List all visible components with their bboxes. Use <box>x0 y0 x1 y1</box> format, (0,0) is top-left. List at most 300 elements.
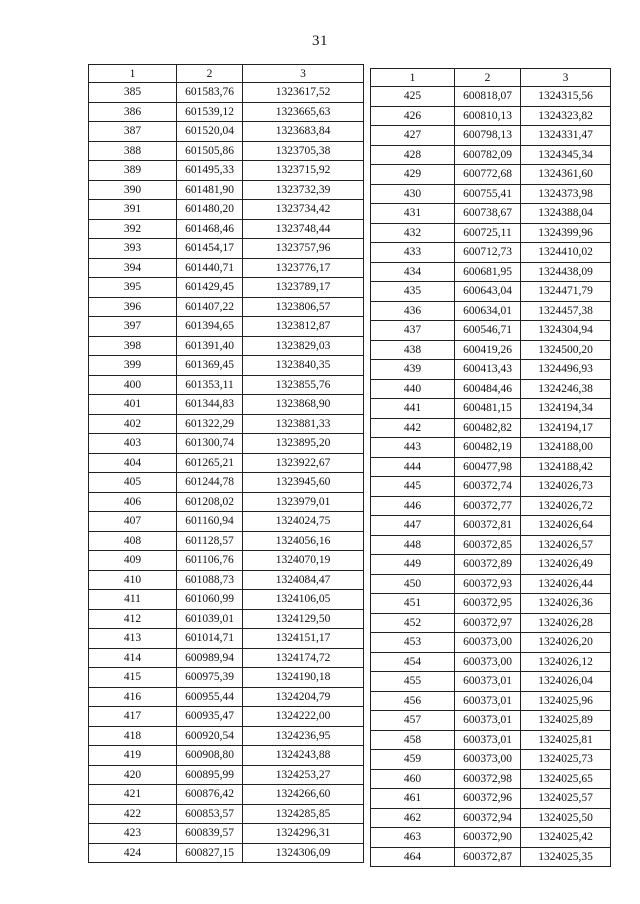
point-number-cell: 391 <box>89 200 177 220</box>
y-coordinate-cell: 1323812,87 <box>243 317 364 337</box>
point-number-cell: 458 <box>371 730 455 750</box>
x-coordinate-cell: 601014,71 <box>177 629 243 649</box>
point-number-cell: 430 <box>371 184 455 204</box>
point-number-cell: 402 <box>89 414 177 434</box>
table-row <box>371 184 611 204</box>
point-number-cell: 435 <box>371 282 455 302</box>
x-coordinate-cell: 600681,95 <box>455 262 521 282</box>
table-row <box>371 769 611 789</box>
y-coordinate-cell: 1324026,73 <box>521 477 611 497</box>
point-number-cell: 416 <box>89 687 177 707</box>
y-coordinate-cell: 1324266,60 <box>243 785 364 805</box>
x-coordinate-cell: 600643,04 <box>455 282 521 302</box>
coordinates-table-right <box>370 68 611 867</box>
y-coordinate-cell: 1323617,52 <box>243 83 364 103</box>
y-coordinate-cell: 1324296,31 <box>243 824 364 844</box>
table-row <box>371 594 611 614</box>
y-coordinate-cell: 1323789,17 <box>243 278 364 298</box>
table-row <box>89 219 364 239</box>
point-number-cell: 406 <box>89 492 177 512</box>
table-row <box>89 492 364 512</box>
y-coordinate-cell: 1324024,75 <box>243 512 364 532</box>
point-number-cell: 453 <box>371 633 455 653</box>
table-row <box>371 652 611 672</box>
point-number-cell: 418 <box>89 726 177 746</box>
table-row <box>89 570 364 590</box>
y-coordinate-cell: 1324438,09 <box>521 262 611 282</box>
y-coordinate-cell: 1324025,50 <box>521 808 611 828</box>
y-coordinate-cell: 1324188,42 <box>521 457 611 477</box>
point-number-cell: 405 <box>89 473 177 493</box>
point-number-cell: 461 <box>371 789 455 809</box>
point-number-cell: 455 <box>371 672 455 692</box>
x-coordinate-cell: 600372,85 <box>455 535 521 555</box>
table-row <box>371 126 611 146</box>
x-coordinate-cell: 600372,98 <box>455 769 521 789</box>
point-number-cell: 390 <box>89 180 177 200</box>
point-number-cell: 403 <box>89 434 177 454</box>
table-row <box>371 730 611 750</box>
y-coordinate-cell: 1323776,17 <box>243 258 364 278</box>
table-row <box>371 535 611 555</box>
table-row <box>371 87 611 107</box>
x-coordinate-cell: 600853,57 <box>177 804 243 824</box>
column-header-number: 1 <box>89 65 177 83</box>
table-row <box>371 301 611 321</box>
y-coordinate-cell: 1323748,44 <box>243 219 364 239</box>
x-coordinate-cell: 600372,89 <box>455 555 521 575</box>
table-row <box>371 223 611 243</box>
x-coordinate-cell: 601539,12 <box>177 102 243 122</box>
y-coordinate-cell: 1324025,89 <box>521 711 611 731</box>
table-row <box>371 516 611 536</box>
table-row <box>89 726 364 746</box>
x-coordinate-cell: 600482,82 <box>455 418 521 438</box>
x-coordinate-cell: 600634,01 <box>455 301 521 321</box>
x-coordinate-cell: 601429,45 <box>177 278 243 298</box>
table-row <box>371 165 611 185</box>
y-coordinate-cell: 1324243,88 <box>243 746 364 766</box>
y-coordinate-cell: 1324025,65 <box>521 769 611 789</box>
x-coordinate-cell: 600725,11 <box>455 223 521 243</box>
table-row <box>89 765 364 785</box>
x-coordinate-cell: 600373,01 <box>455 672 521 692</box>
x-coordinate-cell: 600738,67 <box>455 204 521 224</box>
x-coordinate-cell: 600372,97 <box>455 613 521 633</box>
point-number-cell: 456 <box>371 691 455 711</box>
point-number-cell: 385 <box>89 83 177 103</box>
point-number-cell: 394 <box>89 258 177 278</box>
point-number-cell: 428 <box>371 145 455 165</box>
point-number-cell: 421 <box>89 785 177 805</box>
x-coordinate-cell: 601454,17 <box>177 239 243 259</box>
x-coordinate-cell: 601391,40 <box>177 336 243 356</box>
x-coordinate-cell: 600546,71 <box>455 321 521 341</box>
x-coordinate-cell: 600920,54 <box>177 726 243 746</box>
y-coordinate-cell: 1324106,05 <box>243 590 364 610</box>
y-coordinate-cell: 1324253,27 <box>243 765 364 785</box>
x-coordinate-cell: 600712,73 <box>455 243 521 263</box>
y-coordinate-cell: 1324361,60 <box>521 165 611 185</box>
y-coordinate-cell: 1324457,38 <box>521 301 611 321</box>
y-coordinate-cell: 1324026,20 <box>521 633 611 653</box>
y-coordinate-cell: 1324025,96 <box>521 691 611 711</box>
y-coordinate-cell: 1324410,02 <box>521 243 611 263</box>
point-number-cell: 415 <box>89 668 177 688</box>
x-coordinate-cell: 600373,00 <box>455 750 521 770</box>
table-row <box>371 360 611 380</box>
x-coordinate-cell: 601440,71 <box>177 258 243 278</box>
x-coordinate-cell: 600876,42 <box>177 785 243 805</box>
y-coordinate-cell: 1324129,50 <box>243 609 364 629</box>
x-coordinate-cell: 601060,99 <box>177 590 243 610</box>
x-coordinate-cell: 601265,21 <box>177 453 243 473</box>
point-number-cell: 386 <box>89 102 177 122</box>
y-coordinate-cell: 1324026,57 <box>521 535 611 555</box>
y-coordinate-cell: 1323705,38 <box>243 141 364 161</box>
point-number-cell: 392 <box>89 219 177 239</box>
table-row <box>89 336 364 356</box>
y-coordinate-cell: 1323979,01 <box>243 492 364 512</box>
x-coordinate-cell: 600372,93 <box>455 574 521 594</box>
y-coordinate-cell: 1324026,04 <box>521 672 611 692</box>
y-coordinate-cell: 1324306,09 <box>243 843 364 863</box>
point-number-cell: 459 <box>371 750 455 770</box>
y-coordinate-cell: 1323855,76 <box>243 375 364 395</box>
point-number-cell: 454 <box>371 652 455 672</box>
point-number-cell: 387 <box>89 122 177 142</box>
y-coordinate-cell: 1324026,64 <box>521 516 611 536</box>
table-row <box>89 843 364 863</box>
x-coordinate-cell: 600955,44 <box>177 687 243 707</box>
y-coordinate-cell: 1324194,17 <box>521 418 611 438</box>
y-coordinate-cell: 1324236,95 <box>243 726 364 746</box>
y-coordinate-cell: 1324174,72 <box>243 648 364 668</box>
column-header-number: 1 <box>371 69 455 87</box>
y-coordinate-cell: 1324025,73 <box>521 750 611 770</box>
y-coordinate-cell: 1323665,63 <box>243 102 364 122</box>
point-number-cell: 462 <box>371 808 455 828</box>
point-number-cell: 452 <box>371 613 455 633</box>
point-number-cell: 411 <box>89 590 177 610</box>
x-coordinate-cell: 601394,65 <box>177 317 243 337</box>
x-coordinate-cell: 600373,01 <box>455 711 521 731</box>
point-number-cell: 431 <box>371 204 455 224</box>
y-coordinate-cell: 1323945,60 <box>243 473 364 493</box>
point-number-cell: 413 <box>89 629 177 649</box>
y-coordinate-cell: 1323922,67 <box>243 453 364 473</box>
y-coordinate-cell: 1323829,03 <box>243 336 364 356</box>
point-number-cell: 438 <box>371 340 455 360</box>
point-number-cell: 448 <box>371 535 455 555</box>
point-number-cell: 443 <box>371 438 455 458</box>
y-coordinate-cell: 1324388,04 <box>521 204 611 224</box>
point-number-cell: 432 <box>371 223 455 243</box>
coordinates-table-left <box>88 64 364 863</box>
table-row <box>371 750 611 770</box>
x-coordinate-cell: 601407,22 <box>177 297 243 317</box>
y-coordinate-cell: 1324345,34 <box>521 145 611 165</box>
table-row <box>89 785 364 805</box>
x-coordinate-cell: 600484,46 <box>455 379 521 399</box>
y-coordinate-cell: 1324194,34 <box>521 399 611 419</box>
point-number-cell: 399 <box>89 356 177 376</box>
y-coordinate-cell: 1323732,39 <box>243 180 364 200</box>
point-number-cell: 429 <box>371 165 455 185</box>
table-row <box>89 258 364 278</box>
point-number-cell: 445 <box>371 477 455 497</box>
table-row <box>89 648 364 668</box>
y-coordinate-cell: 1324373,98 <box>521 184 611 204</box>
table-row <box>89 317 364 337</box>
table-row <box>371 379 611 399</box>
x-coordinate-cell: 601505,86 <box>177 141 243 161</box>
table-row <box>89 473 364 493</box>
x-coordinate-cell: 600372,81 <box>455 516 521 536</box>
y-coordinate-cell: 1324025,81 <box>521 730 611 750</box>
x-coordinate-cell: 601520,04 <box>177 122 243 142</box>
y-coordinate-cell: 1324496,93 <box>521 360 611 380</box>
y-coordinate-cell: 1324315,56 <box>521 87 611 107</box>
y-coordinate-cell: 1324026,72 <box>521 496 611 516</box>
table-row <box>371 438 611 458</box>
y-coordinate-cell: 1324246,38 <box>521 379 611 399</box>
table-row <box>371 555 611 575</box>
table-row <box>371 808 611 828</box>
y-coordinate-cell: 1324025,35 <box>521 847 611 867</box>
table-row <box>89 629 364 649</box>
table-row <box>89 531 364 551</box>
table-row <box>89 161 364 181</box>
x-coordinate-cell: 600413,43 <box>455 360 521 380</box>
point-number-cell: 388 <box>89 141 177 161</box>
x-coordinate-cell: 601160,94 <box>177 512 243 532</box>
x-coordinate-cell: 601208,02 <box>177 492 243 512</box>
table-row <box>371 321 611 341</box>
x-coordinate-cell: 600895,99 <box>177 765 243 785</box>
x-coordinate-cell: 600818,07 <box>455 87 521 107</box>
point-number-cell: 427 <box>371 126 455 146</box>
x-coordinate-cell: 600372,74 <box>455 477 521 497</box>
point-number-cell: 389 <box>89 161 177 181</box>
point-number-cell: 425 <box>371 87 455 107</box>
y-coordinate-cell: 1324331,47 <box>521 126 611 146</box>
x-coordinate-cell: 601583,76 <box>177 83 243 103</box>
x-coordinate-cell: 600372,77 <box>455 496 521 516</box>
table-row <box>371 633 611 653</box>
table-row <box>371 691 611 711</box>
point-number-cell: 450 <box>371 574 455 594</box>
x-coordinate-cell: 600373,00 <box>455 633 521 653</box>
x-coordinate-cell: 600772,68 <box>455 165 521 185</box>
y-coordinate-cell: 1324471,79 <box>521 282 611 302</box>
y-coordinate-cell: 1323683,84 <box>243 122 364 142</box>
table-row <box>371 399 611 419</box>
point-number-cell: 423 <box>89 824 177 844</box>
table-row <box>371 340 611 360</box>
table-row <box>89 200 364 220</box>
x-coordinate-cell: 600839,57 <box>177 824 243 844</box>
x-coordinate-cell: 601088,73 <box>177 570 243 590</box>
y-coordinate-cell: 1323881,33 <box>243 414 364 434</box>
table-row <box>371 574 611 594</box>
point-number-cell: 419 <box>89 746 177 766</box>
point-number-cell: 404 <box>89 453 177 473</box>
point-number-cell: 446 <box>371 496 455 516</box>
point-number-cell: 463 <box>371 828 455 848</box>
y-coordinate-cell: 1323715,92 <box>243 161 364 181</box>
y-coordinate-cell: 1324026,44 <box>521 574 611 594</box>
x-coordinate-cell: 600810,13 <box>455 106 521 126</box>
point-number-cell: 417 <box>89 707 177 727</box>
point-number-cell: 407 <box>89 512 177 532</box>
table-row <box>89 453 364 473</box>
table-row <box>371 672 611 692</box>
table-row <box>89 239 364 259</box>
table-row <box>371 789 611 809</box>
table-row <box>371 711 611 731</box>
table-row <box>89 141 364 161</box>
table-row <box>371 418 611 438</box>
y-coordinate-cell: 1323868,90 <box>243 395 364 415</box>
x-coordinate-cell: 600827,15 <box>177 843 243 863</box>
x-coordinate-cell: 600372,90 <box>455 828 521 848</box>
point-number-cell: 400 <box>89 375 177 395</box>
table-row <box>89 278 364 298</box>
point-number-cell: 464 <box>371 847 455 867</box>
x-coordinate-cell: 600373,01 <box>455 730 521 750</box>
table-row <box>89 824 364 844</box>
table-row <box>371 106 611 126</box>
x-coordinate-cell: 600372,94 <box>455 808 521 828</box>
table-row <box>89 414 364 434</box>
table-row <box>371 457 611 477</box>
point-number-cell: 420 <box>89 765 177 785</box>
y-coordinate-cell: 1323806,57 <box>243 297 364 317</box>
x-coordinate-cell: 601468,46 <box>177 219 243 239</box>
table-row <box>89 180 364 200</box>
x-coordinate-cell: 601039,01 <box>177 609 243 629</box>
y-coordinate-cell: 1324304,94 <box>521 321 611 341</box>
point-number-cell: 444 <box>371 457 455 477</box>
x-coordinate-cell: 601495,33 <box>177 161 243 181</box>
point-number-cell: 412 <box>89 609 177 629</box>
table-row <box>89 434 364 454</box>
table-row <box>89 122 364 142</box>
x-coordinate-cell: 601244,78 <box>177 473 243 493</box>
x-coordinate-cell: 601128,57 <box>177 531 243 551</box>
table-row <box>89 102 364 122</box>
y-coordinate-cell: 1324026,28 <box>521 613 611 633</box>
table-row <box>89 395 364 415</box>
y-coordinate-cell: 1324204,79 <box>243 687 364 707</box>
x-coordinate-cell: 600373,00 <box>455 652 521 672</box>
point-number-cell: 414 <box>89 648 177 668</box>
table-row <box>89 512 364 532</box>
y-coordinate-cell: 1324026,12 <box>521 652 611 672</box>
x-coordinate-cell: 600372,95 <box>455 594 521 614</box>
y-coordinate-cell: 1323840,35 <box>243 356 364 376</box>
y-coordinate-cell: 1324025,42 <box>521 828 611 848</box>
point-number-cell: 434 <box>371 262 455 282</box>
table-row <box>371 828 611 848</box>
y-coordinate-cell: 1324026,36 <box>521 594 611 614</box>
y-coordinate-cell: 1323895,20 <box>243 434 364 454</box>
x-coordinate-cell: 600935,47 <box>177 707 243 727</box>
table-row <box>371 282 611 302</box>
column-header-y: 3 <box>521 69 611 87</box>
point-number-cell: 408 <box>89 531 177 551</box>
x-coordinate-cell: 600482,19 <box>455 438 521 458</box>
x-coordinate-cell: 601106,76 <box>177 551 243 571</box>
table-row <box>89 551 364 571</box>
table-row <box>371 847 611 867</box>
table-row <box>89 804 364 824</box>
x-coordinate-cell: 601300,74 <box>177 434 243 454</box>
point-number-cell: 440 <box>371 379 455 399</box>
x-coordinate-cell: 601344,83 <box>177 395 243 415</box>
point-number-cell: 433 <box>371 243 455 263</box>
y-coordinate-cell: 1324222,00 <box>243 707 364 727</box>
x-coordinate-cell: 600798,13 <box>455 126 521 146</box>
y-coordinate-cell: 1323734,42 <box>243 200 364 220</box>
column-header-x: 2 <box>455 69 521 87</box>
x-coordinate-cell: 600908,80 <box>177 746 243 766</box>
table-header-row <box>89 65 364 83</box>
table-row <box>89 668 364 688</box>
table-row <box>89 746 364 766</box>
y-coordinate-cell: 1324070,19 <box>243 551 364 571</box>
point-number-cell: 457 <box>371 711 455 731</box>
y-coordinate-cell: 1324323,82 <box>521 106 611 126</box>
x-coordinate-cell: 600477,98 <box>455 457 521 477</box>
y-coordinate-cell: 1324190,18 <box>243 668 364 688</box>
table-row <box>371 145 611 165</box>
y-coordinate-cell: 1324026,49 <box>521 555 611 575</box>
table-row <box>89 356 364 376</box>
x-coordinate-cell: 601369,45 <box>177 356 243 376</box>
x-coordinate-cell: 600989,94 <box>177 648 243 668</box>
x-coordinate-cell: 601480,20 <box>177 200 243 220</box>
point-number-cell: 449 <box>371 555 455 575</box>
table-row <box>371 204 611 224</box>
table-header-row <box>371 69 611 87</box>
x-coordinate-cell: 600782,09 <box>455 145 521 165</box>
point-number-cell: 395 <box>89 278 177 298</box>
y-coordinate-cell: 1324188,00 <box>521 438 611 458</box>
table-row <box>89 590 364 610</box>
y-coordinate-cell: 1324500,20 <box>521 340 611 360</box>
point-number-cell: 397 <box>89 317 177 337</box>
x-coordinate-cell: 601353,11 <box>177 375 243 395</box>
table-row <box>89 83 364 103</box>
y-coordinate-cell: 1324056,16 <box>243 531 364 551</box>
table-row <box>89 707 364 727</box>
x-coordinate-cell: 600372,87 <box>455 847 521 867</box>
y-coordinate-cell: 1324084,47 <box>243 570 364 590</box>
table-row <box>371 262 611 282</box>
point-number-cell: 437 <box>371 321 455 341</box>
x-coordinate-cell: 600373,01 <box>455 691 521 711</box>
point-number-cell: 409 <box>89 551 177 571</box>
point-number-cell: 439 <box>371 360 455 380</box>
y-coordinate-cell: 1324399,96 <box>521 223 611 243</box>
y-coordinate-cell: 1323757,96 <box>243 239 364 259</box>
point-number-cell: 422 <box>89 804 177 824</box>
x-coordinate-cell: 601322,29 <box>177 414 243 434</box>
point-number-cell: 401 <box>89 395 177 415</box>
point-number-cell: 410 <box>89 570 177 590</box>
